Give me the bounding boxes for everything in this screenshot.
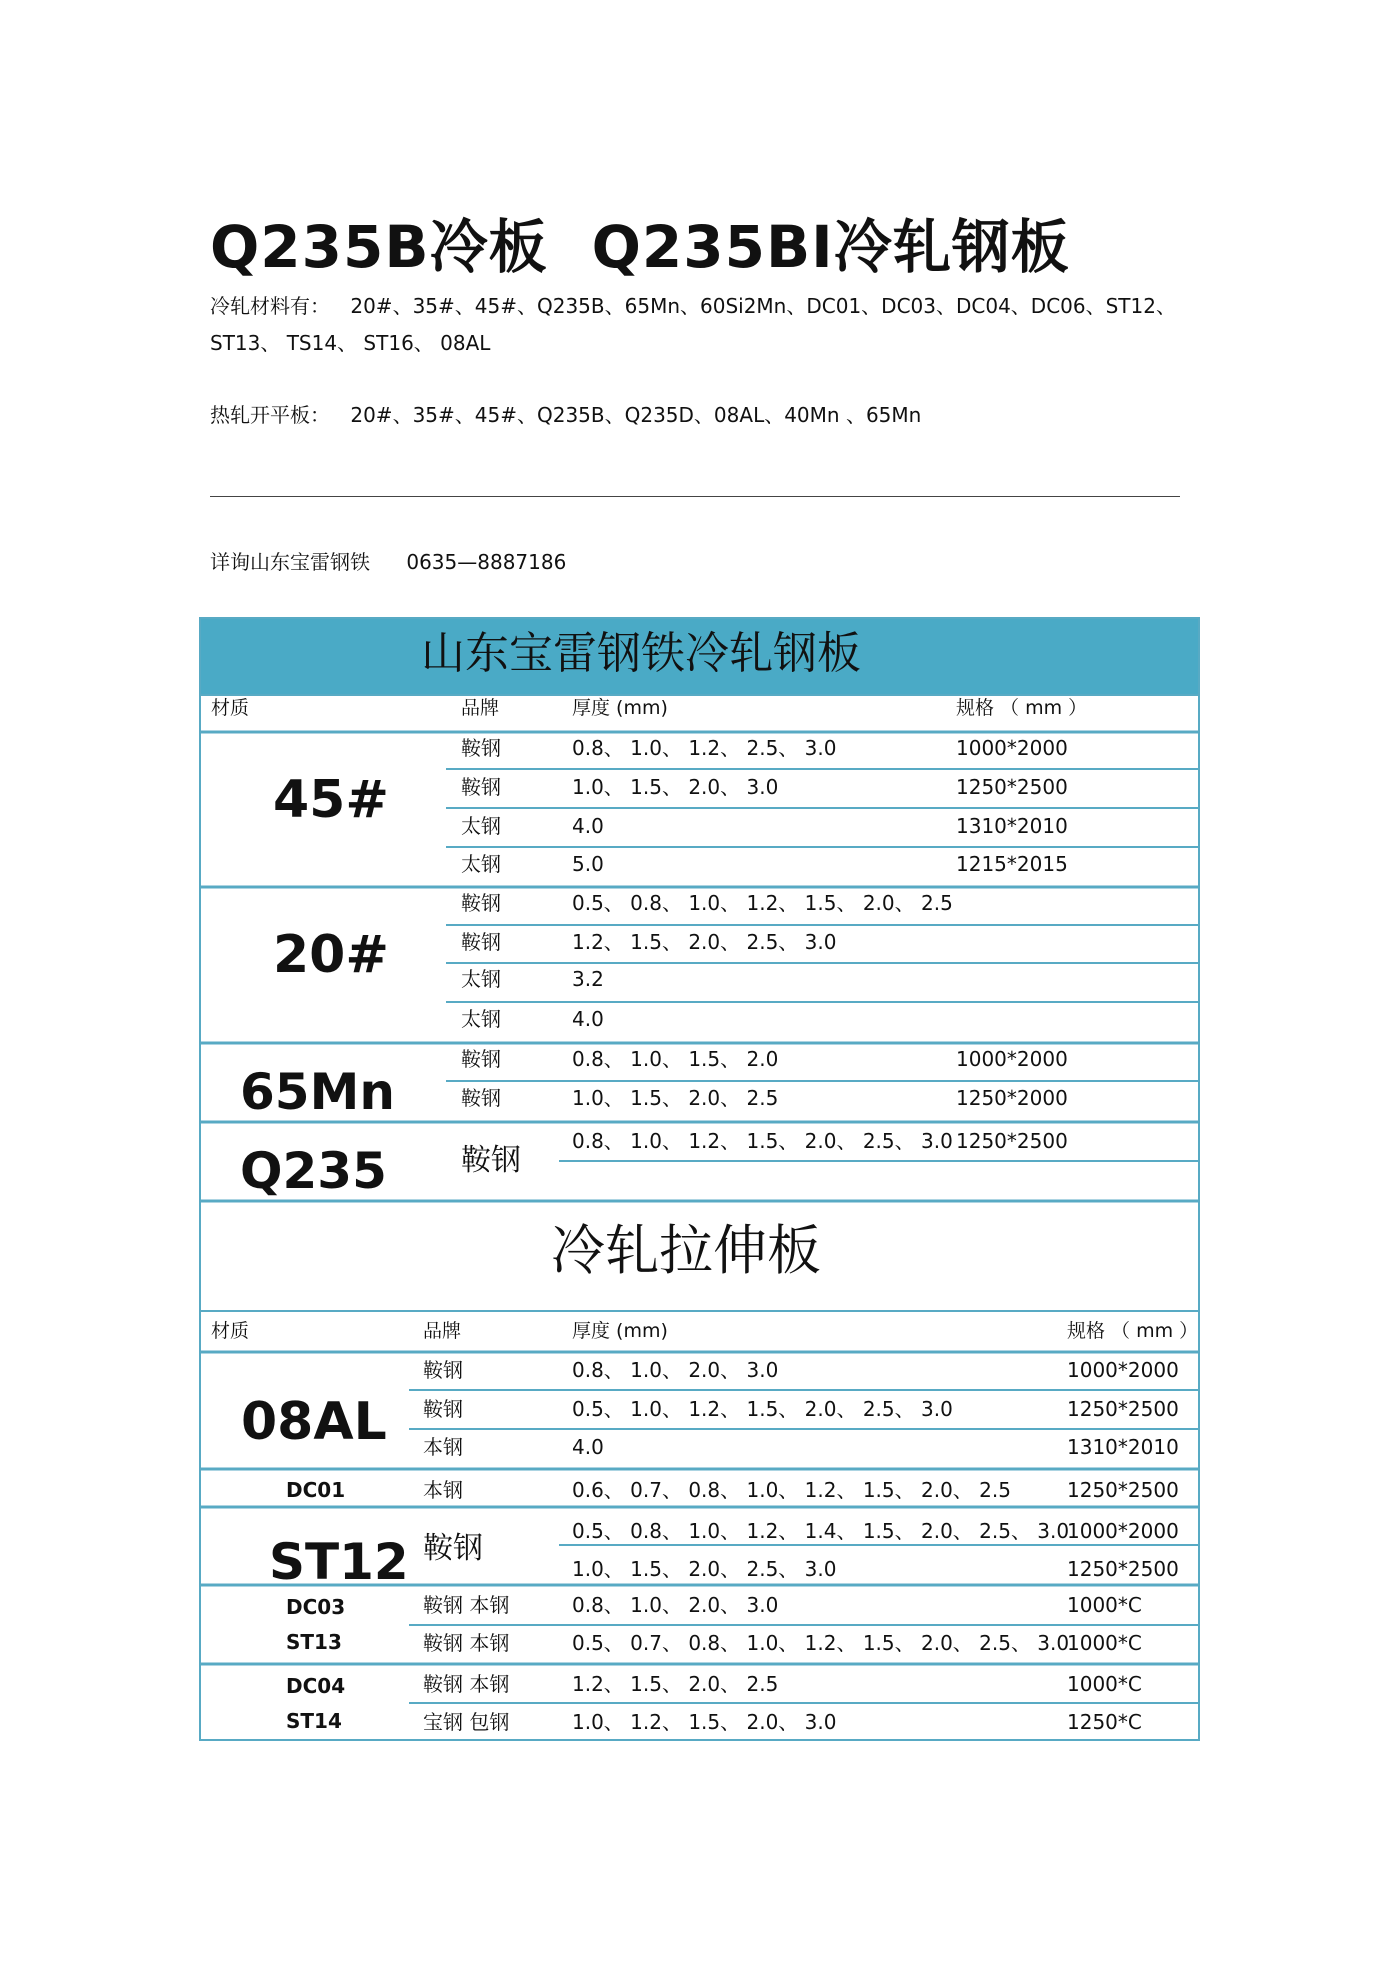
brand-cell: 鞍钢: [461, 736, 501, 760]
header-thickness: 厚度 (mm): [572, 697, 668, 719]
brand-cell: 本钢: [423, 1435, 463, 1459]
contact-line: [210, 546, 566, 575]
spec-cell: 1250*2500: [1067, 1397, 1179, 1421]
title-part-1: Q235B冷板: [210, 213, 548, 281]
spec-cell: 1000*2000: [1067, 1358, 1179, 1382]
brand-cell: 鞍钢: [461, 1047, 501, 1071]
table-banner-title: 山东宝雷钢铁冷轧钢板: [421, 628, 861, 679]
thickness-cell: 0.8、 1.0、 2.0、 3.0: [572, 1593, 779, 1617]
thickness-cell: 4.0: [572, 1007, 604, 1031]
material-20: 20#: [273, 925, 389, 985]
divider: [210, 496, 1180, 497]
thickness-cell: 0.8、 1.0、 1.5、 2.0: [572, 1047, 779, 1071]
thickness-cell: 4.0: [572, 814, 604, 838]
spec-cell: 1250*C: [1067, 1710, 1142, 1734]
thickness-cell: 0.8、 1.0、 2.0、 3.0: [572, 1358, 779, 1382]
hot-list: 20#、35#、45#、Q235B、Q235D、08AL、40Mn 、65Mn: [350, 403, 922, 427]
thickness-cell: 5.0: [572, 852, 604, 876]
spec-cell: 1250*2500: [956, 1129, 1068, 1153]
title-part-2: Q235BI冷轧钢板: [591, 213, 1070, 281]
thickness-cell: 1.0、 1.5、 2.0、 3.0: [572, 775, 779, 799]
header-thickness: 厚度 (mm): [572, 1320, 668, 1342]
cold-label: 冷轧材料有：: [210, 294, 330, 318]
thickness-cell: 0.5、 0.8、 1.0、 1.2、 1.5、 2.0、 2.5: [572, 891, 953, 915]
material-st12: ST12: [269, 1533, 409, 1591]
spec-cell: 1000*C: [1067, 1593, 1142, 1617]
contact-phone: 0635—8887186: [406, 550, 567, 574]
cold-materials-line-1: [210, 290, 1176, 319]
spec-cell: 1250*2500: [1067, 1478, 1179, 1502]
thickness-cell: 0.5、 1.0、 1.2、 1.5、 2.0、 2.5、 3.0: [572, 1397, 953, 1421]
brand-cell: 鞍钢: [461, 930, 501, 954]
thickness-cell: 1.2、 1.5、 2.0、 2.5、 3.0: [572, 930, 837, 954]
spec-cell: 1250*2500: [956, 775, 1068, 799]
price-table: [199, 617, 1200, 1741]
thickness-cell: 0.6、 0.7、 0.8、 1.0、 1.2、 1.5、 2.0、 2.5: [572, 1478, 1011, 1502]
contact-label: 详询山东宝雷钢铁: [210, 550, 370, 574]
header-spec: 规格 （ mm ）: [956, 697, 1088, 719]
material-45: 45#: [273, 770, 389, 830]
thickness-cell: 0.5、 0.8、 1.0、 1.2、 1.4、 1.5、 2.0、 2.5、 3.0: [572, 1519, 1070, 1543]
spec-cell: 1250*2000: [956, 1086, 1068, 1110]
brand-cell: 本钢: [423, 1478, 463, 1502]
brand-cell: 鞍钢 本钢: [423, 1593, 510, 1617]
hot-materials-line: [210, 399, 921, 428]
section2-title: 冷轧拉伸板: [551, 1219, 821, 1282]
spec-cell: 1000*C: [1067, 1672, 1142, 1696]
thickness-cell: 1.0、 1.2、 1.5、 2.0、 3.0: [572, 1710, 837, 1734]
material-08al: 08AL: [241, 1392, 387, 1452]
material-st13: ST13: [286, 1630, 342, 1654]
thickness-cell: 0.5、 0.7、 0.8、 1.0、 1.2、 1.5、 2.0、 2.5、 3.0: [572, 1631, 1070, 1655]
thickness-cell: 0.8、 1.0、 1.2、 1.5、 2.0、 2.5、 3.0: [572, 1129, 953, 1153]
header-material: 材质: [211, 1320, 250, 1342]
cold-list-2: ST13、 TS14、 ST16、 08AL: [210, 331, 491, 355]
spec-cell: 1215*2015: [956, 852, 1068, 876]
hot-label: 热轧开平板：: [210, 403, 330, 427]
header-brand: 品牌: [423, 1320, 462, 1342]
brand-cell: 鞍钢: [423, 1531, 483, 1566]
material-dc04: DC04: [286, 1674, 346, 1698]
thickness-cell: 0.8、 1.0、 1.2、 2.5、 3.0: [572, 736, 837, 760]
header-brand: 品牌: [461, 697, 500, 719]
header-material: 材质: [211, 697, 250, 719]
brand-cell: 鞍钢 本钢: [423, 1631, 510, 1655]
spec-cell: 1000*C: [1067, 1631, 1142, 1655]
cold-list-1: 20#、35#、45#、Q235B、65Mn、60Si2Mn、DC01、DC03、DC04、DC06、ST12、: [350, 294, 1176, 318]
brand-cell: 宝钢 包钢: [423, 1710, 510, 1734]
thickness-cell: 1.0、 1.5、 2.0、 2.5、 3.0: [572, 1557, 837, 1581]
material-st14: ST14: [286, 1709, 342, 1733]
brand-cell: 鞍钢 本钢: [423, 1672, 510, 1696]
spec-cell: 1000*2000: [956, 1047, 1068, 1071]
thickness-cell: 1.2、 1.5、 2.0、 2.5: [572, 1672, 779, 1696]
material-q235: Q235: [240, 1142, 387, 1200]
thickness-cell: 1.0、 1.5、 2.0、 2.5: [572, 1086, 779, 1110]
header-spec: 规格 （ mm ）: [1067, 1320, 1199, 1342]
material-65mn: 65Mn: [240, 1063, 395, 1121]
spec-cell: 1310*2010: [956, 814, 1068, 838]
brand-cell: 鞍钢: [461, 1143, 521, 1178]
brand-cell: 鞍钢: [461, 891, 501, 915]
thickness-cell: 3.2: [572, 967, 604, 991]
brand-cell: 太钢: [461, 1007, 501, 1031]
brand-cell: 鞍钢: [423, 1358, 463, 1382]
page-title: [210, 200, 1070, 284]
brand-cell: 太钢: [461, 967, 501, 991]
brand-cell: 太钢: [461, 814, 501, 838]
brand-cell: 鞍钢: [423, 1397, 463, 1421]
spec-cell: 1000*2000: [1067, 1519, 1179, 1543]
material-dc03: DC03: [286, 1595, 346, 1619]
spec-cell: 1310*2010: [1067, 1435, 1179, 1459]
thickness-cell: 4.0: [572, 1435, 604, 1459]
spec-cell: 1250*2500: [1067, 1557, 1179, 1581]
material-dc01: DC01: [286, 1478, 346, 1502]
spec-cell: 1000*2000: [956, 736, 1068, 760]
brand-cell: 鞍钢: [461, 1086, 501, 1110]
brand-cell: 鞍钢: [461, 775, 501, 799]
brand-cell: 太钢: [461, 852, 501, 876]
